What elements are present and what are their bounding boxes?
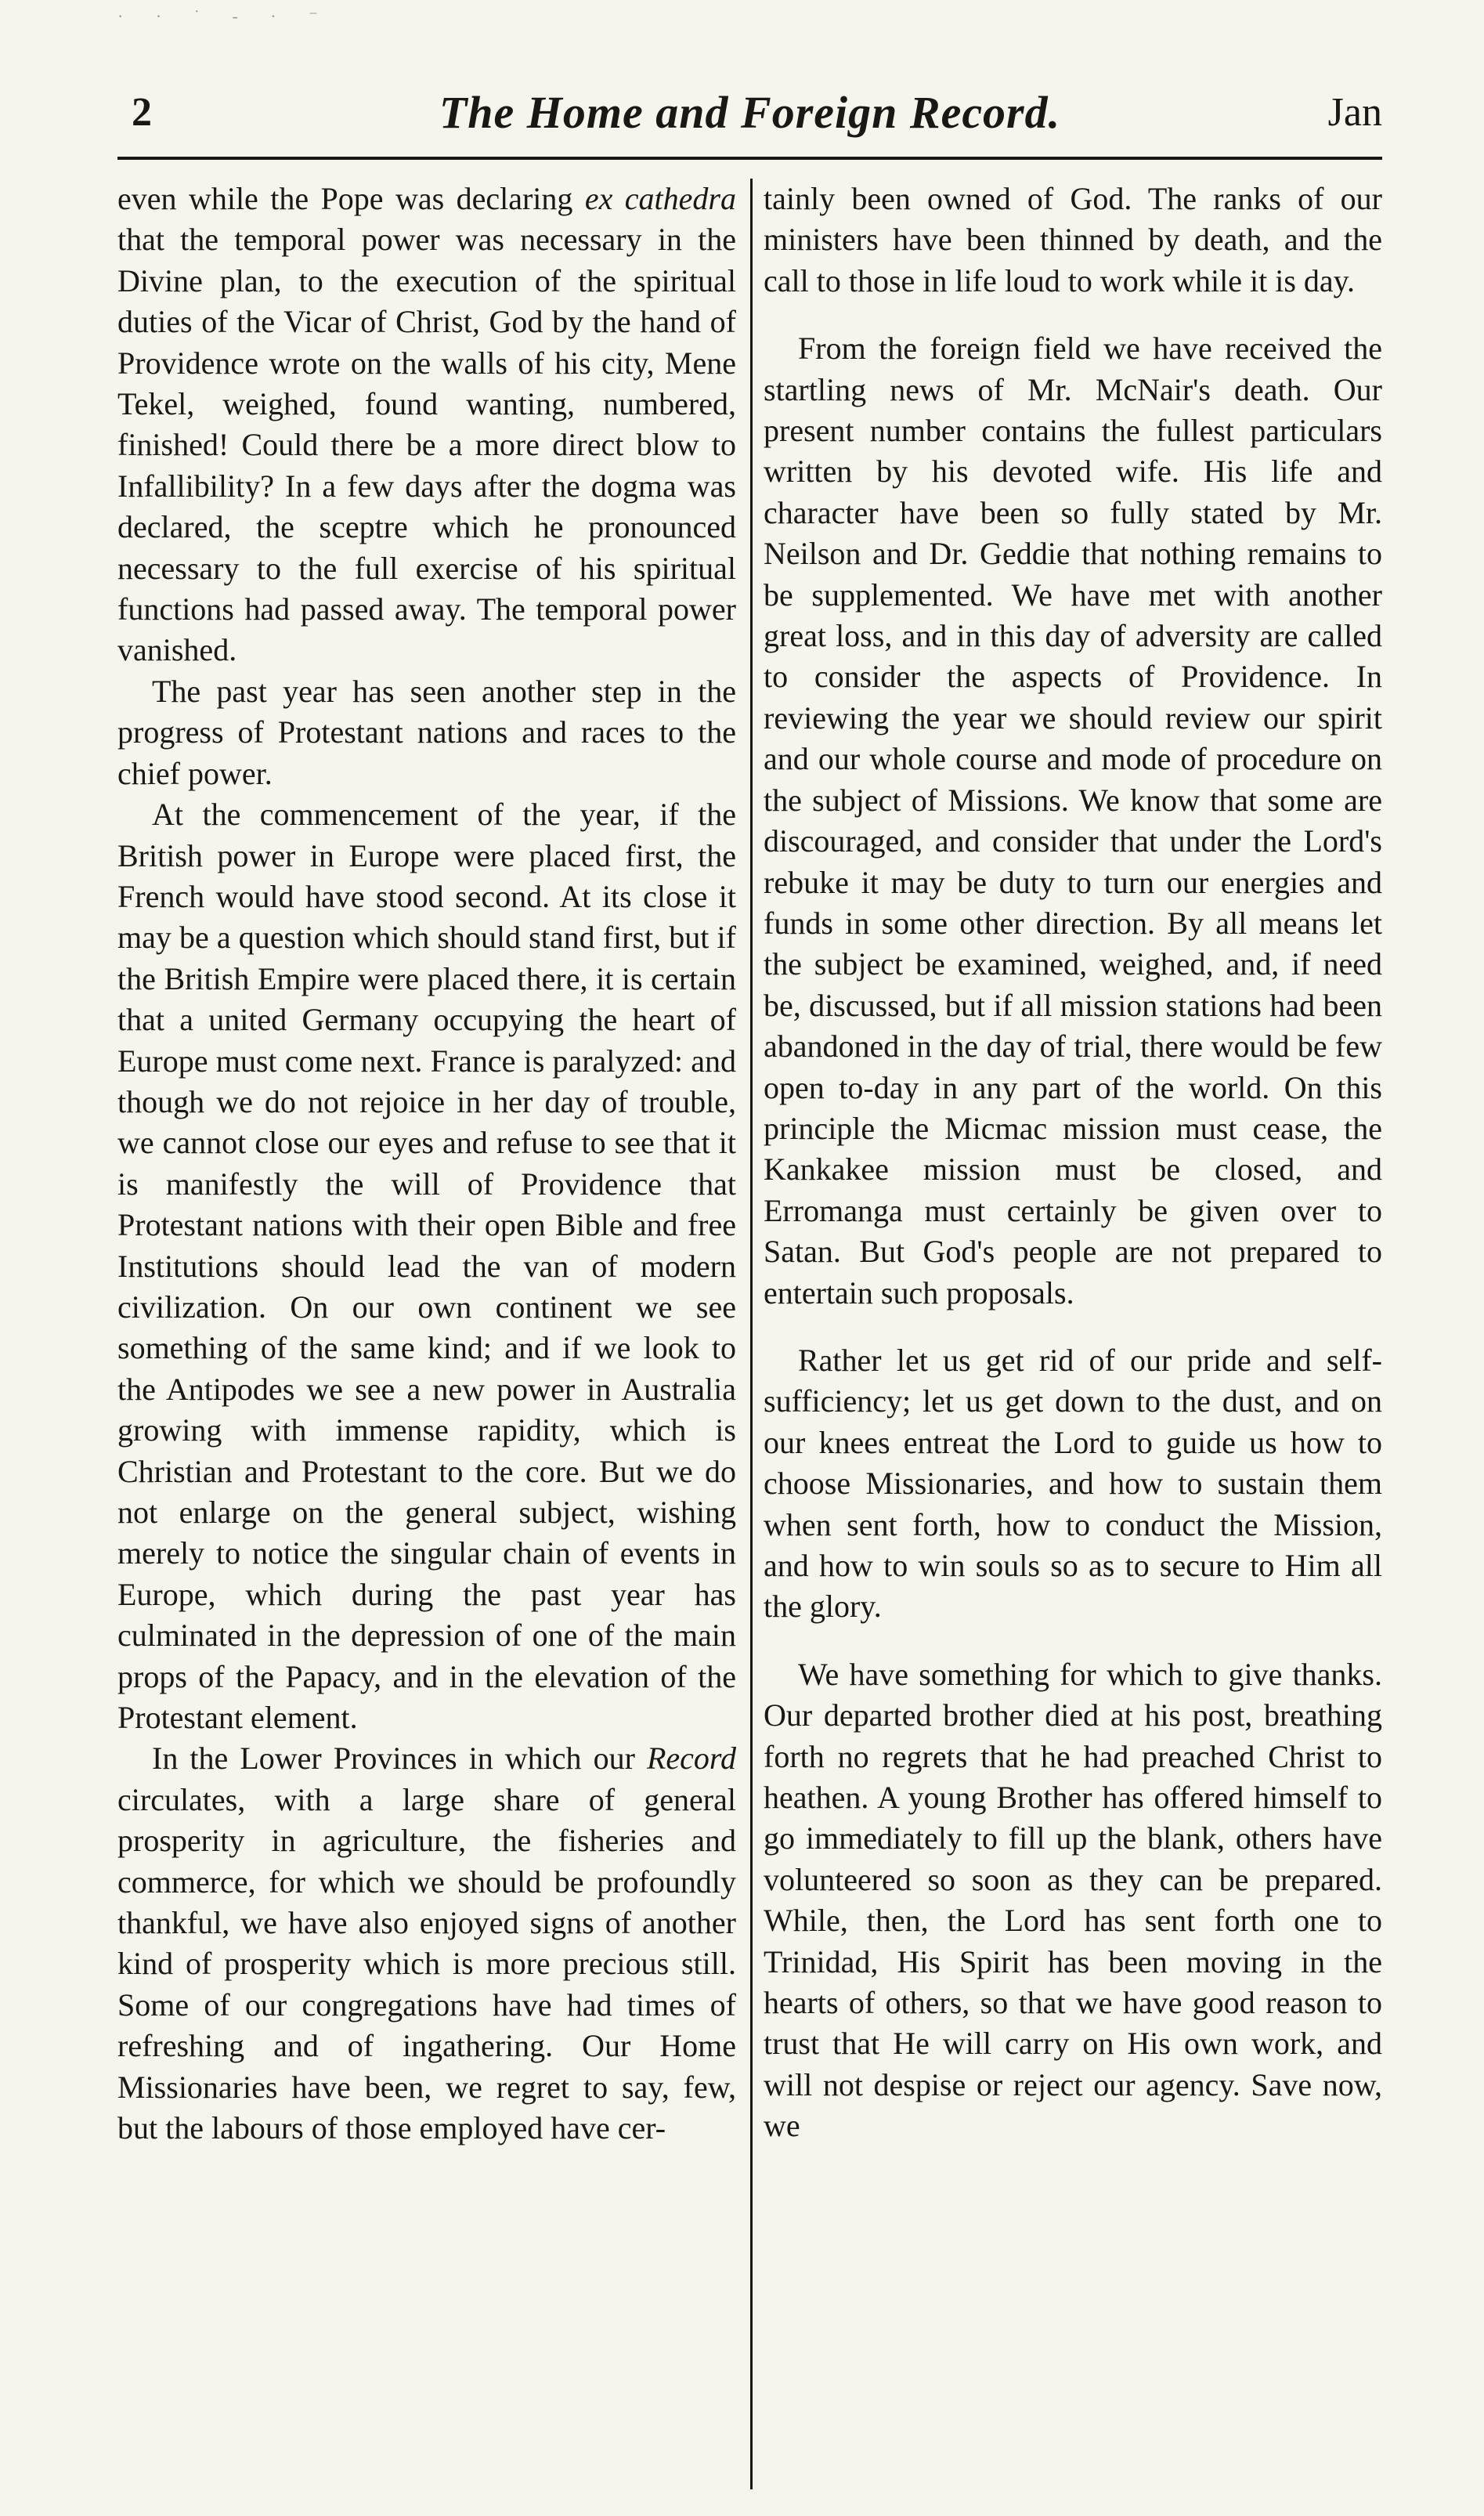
running-title: The Home and Foreign Record.	[439, 87, 1061, 138]
paragraph: tainly been owned of God. The ranks of our ministers have been thinned by death, and the call to those in life loud to work while it is day.	[764, 181, 1382, 298]
column-divider	[750, 179, 753, 2489]
page-number: 2	[132, 90, 152, 135]
right-column	[764, 179, 1382, 2497]
paragraph	[117, 1738, 736, 2149]
text-span: even while the Pope was declaring	[117, 181, 585, 216]
paragraph: We have something for which to give thanks. Our departed brother died at his post, breathing forth no regrets that he had preached Christ to heathen. A young Brother has offered himself to go immediately to fill up the blank, others have volunteered so soon as they can be prepared. While, then, the Lord has sent forth one to Trinidad, His Spirit has been moving in the hearts of others, so that we have good reason to trust that He will carry on His own work, and will not despise or reject our agency. Save now, we	[764, 1656, 1382, 2144]
text-span: In the Lower Provinces in which our	[152, 1741, 647, 1777]
paragraph: Rather let us get rid of our pride and self-sufficiency; let us get down to the dust, and on our knees entreat the Lord to guide us how to choose Missionaries, and how to sustain them when sent forth, how to conduct the Mission, and how to win souls so as to secure to Him all the glory.	[764, 1342, 1382, 1625]
paragraph: From the foreign field we have received the startling news of Mr. McNair's death. Our present number contains the fullest particulars written by his devoted wife. His life and character have been so fully stated by Mr. Neilson and Dr. Geddie that nothing remains to be supplemented. We have met with another great loss, and in this day of adversity are called to consider the aspects of Providence. In reviewing the year we should review our spirit and our whole course and mode of procedure on the subject of Missions. We know that some are discouraged, and consider that under the Lord's rebuke it may be duty to turn our energies and funds in some other direction. By all means let the subject be examined, weighed, and, if need be, discussed, but if all mission stations had been abandoned in the day of trial, there would be few open to-day in any part of the world. On this principle the Micmac mission must cease, the Kankakee mission must be closed, and Erromanga must certainly be given over to Satan. But God's people are not prepared to entertain such proposals.	[764, 331, 1382, 1310]
paragraph: At the commencement of the year, if the British power in Europe were placed first, the French would have stood second. At its close it may be a question which should stand first, but if the British Empire were placed there, it is certain that a united Germany occupying the heart of Europe must come next. France is paralyzed: and though we do not rejoice in her day of trouble, we cannot close our eyes and refuse to see that it is manifestly the will of Providence that Protestant nations with their open Bible and free Institutions should lead the van of modern civilization. On our own continent we see something of the same kind; and if we look to the Antipodes we see a new power in Australia growing with immense rapidity, which is Christian and Protestant to the core. But we do not enlarge on the general subject, wishing merely to notice the singular chain of events in Europe, which during the past year has culminated in the depression of one of the main props of the Papacy, and in the elevation of the Protestant element.	[117, 797, 736, 1736]
text-span: that the temporal power was necessary in the Divine plan, to the execution of the spiritual duties of the Vicar of Christ, God by the hand of Providence wrote on the walls of his city, Mene Tekel, weighed, found wanting, numbered, finished! Could there be a more direct blow to Infallibility? In a few days after the dogma was declared, the sceptre which he pronounced necessary to the full exercise of his spiritual functions had passed away. The temporal power vanished.	[117, 222, 736, 668]
italic-phrase: ex cathedra	[584, 181, 736, 216]
italic-phrase: Record	[646, 1741, 736, 1777]
running-month: Jan	[1327, 90, 1382, 135]
text-span: circulates, with a large share of general prosperity in agriculture, the fisheries and commerce, for which we should be profoundly thankful, we have also enjoyed signs of another kind of prosperity which is more precious still. Some of our congregations have had times of refreshing and of ingathering. Our Home Missionaries have been, we regret to say, few, but the labours of those employed have cer-	[117, 1781, 736, 2146]
left-column	[117, 179, 736, 2497]
paragraph: The past year has seen another step in the progress of Protestant nations and races to the chief power.	[117, 673, 736, 791]
print-specks: · · ˙ - · ⁻	[117, 6, 332, 26]
header-rule	[117, 157, 1382, 160]
paragraph	[117, 179, 736, 671]
running-header	[117, 85, 1382, 149]
